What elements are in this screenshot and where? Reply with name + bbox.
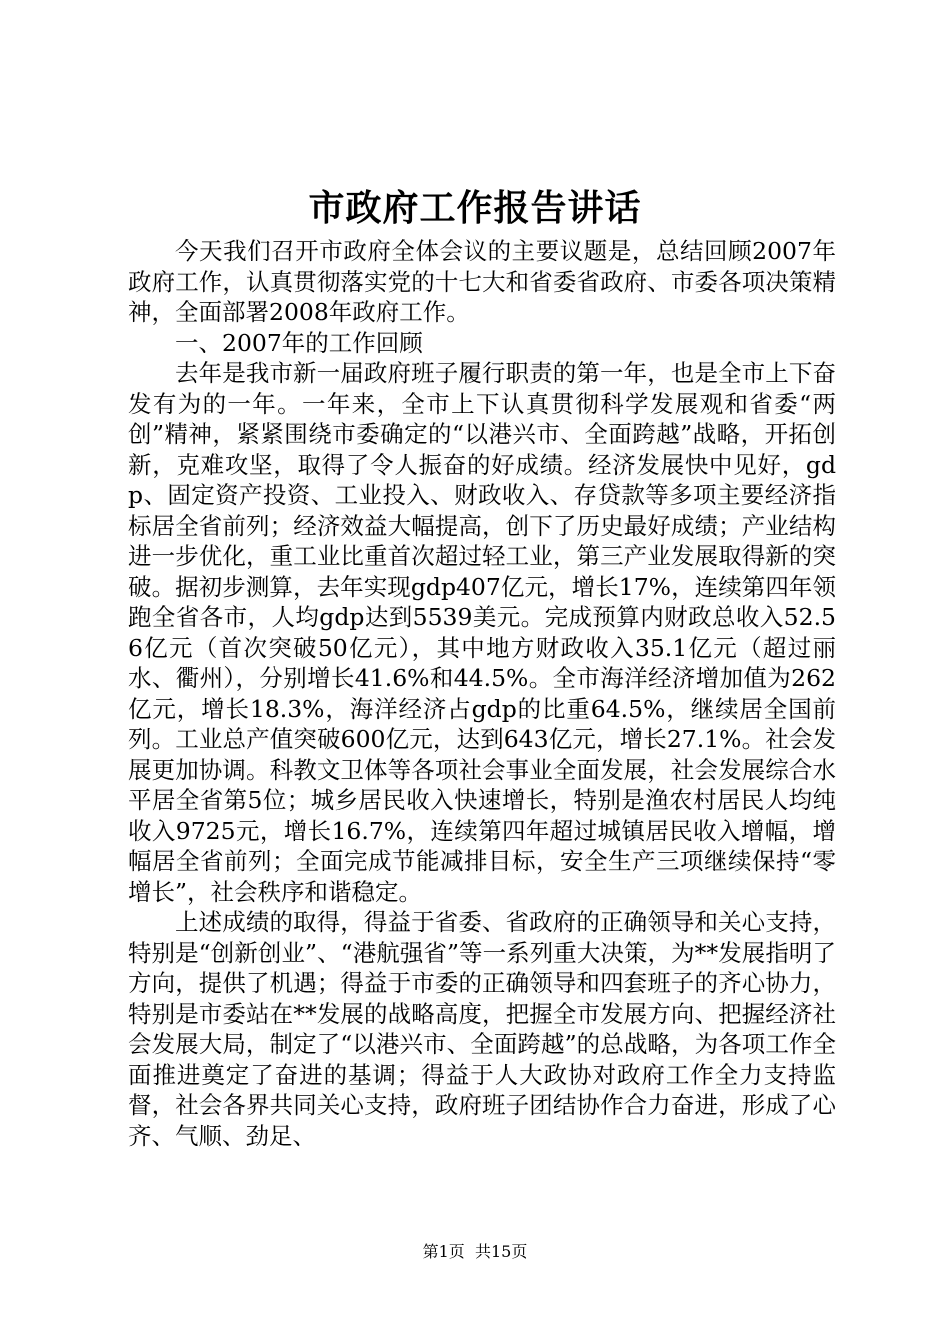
- document-title: 市政府工作报告讲话: [308, 187, 642, 229]
- section-heading: 一、2007年的工作回顾: [175, 328, 423, 357]
- achievements-paragraph: 上述成绩的取得，得益于省委、省政府的正确领导和关心支持，特别是“创新创业”、“港航强省”等一系列重大决策，为**发展指明了方向，提供了机遇；得益于市委的正确领导和四套班子的齐心协力，特别是市委站在**发展的战略高度，把握全市发展方向、把握经济社会发展大局，制定了“以港兴市、全面跨越”的总战略，为各项工作全面推进奠定了奋进的基调；得益于人大政协对政府工作全力支持监督，社会各界共同关心支持，政府班子团结协作合力奋进，形成了心齐、气顺、劲足、: [128, 908, 836, 1150]
- page-number: 第1页: [422, 1242, 465, 1261]
- document-body: [128, 236, 836, 1151]
- review-paragraph: 去年是我市新一届政府班子履行职责的第一年，也是全市上下奋发有为的一年。一年来，全市上下认真贯彻科学发展观和省委“两创”精神，紧紧围绕市委确定的“以港兴市、全面跨越”战略，开拓创新，克难攻坚，取得了令人振奋的好成绩。经济发展快中见好，gdp、固定资产投资、工业投入、财政收入、存贷款等多项主要经济指标居全省前列；经济效益大幅提高，创下了历史最好成绩；产业结构进一步优化，重工业比重首次超过轻工业，第三产业发展取得新的突破。据初步测算，去年实现gdp407亿元，增长17%，连续第四年领跑全省各市，人均gdp达到5539美元。完成预算内财政总收入52.56亿元（首次突破50亿元），其中地方财政收入35.1亿元（超过丽水、衢州），分别增长41.6%和44.5%。全市海洋经济增加值为262亿元，增长18.3%，海洋经济占gdp的比重64.5%，继续居全国前列。工业总产值突破600亿元，达到643亿元，增长27.1%。社会发展更加协调。科教文卫体等各项社会事业全面发展，社会发展综合水平居全省第5位；城乡居民收入快速增长，特别是渔农村居民人均纯收入9725元，增长16.7%，连续第四年超过城镇居民收入增幅，增幅居全省前列；全面完成节能减排目标，安全生产三项继续保持“零增长”，社会秩序和谐稳定。: [128, 359, 836, 906]
- page-total: 共15页: [474, 1242, 528, 1261]
- intro-paragraph: 今天我们召开市政府全体会议的主要议题是，总结回顾2007年政府工作，认真贯彻落实党的十七大和省委省政府、市委各项决策精神，全面部署2008年政府工作。: [128, 237, 836, 326]
- page-footer: [0, 1241, 950, 1263]
